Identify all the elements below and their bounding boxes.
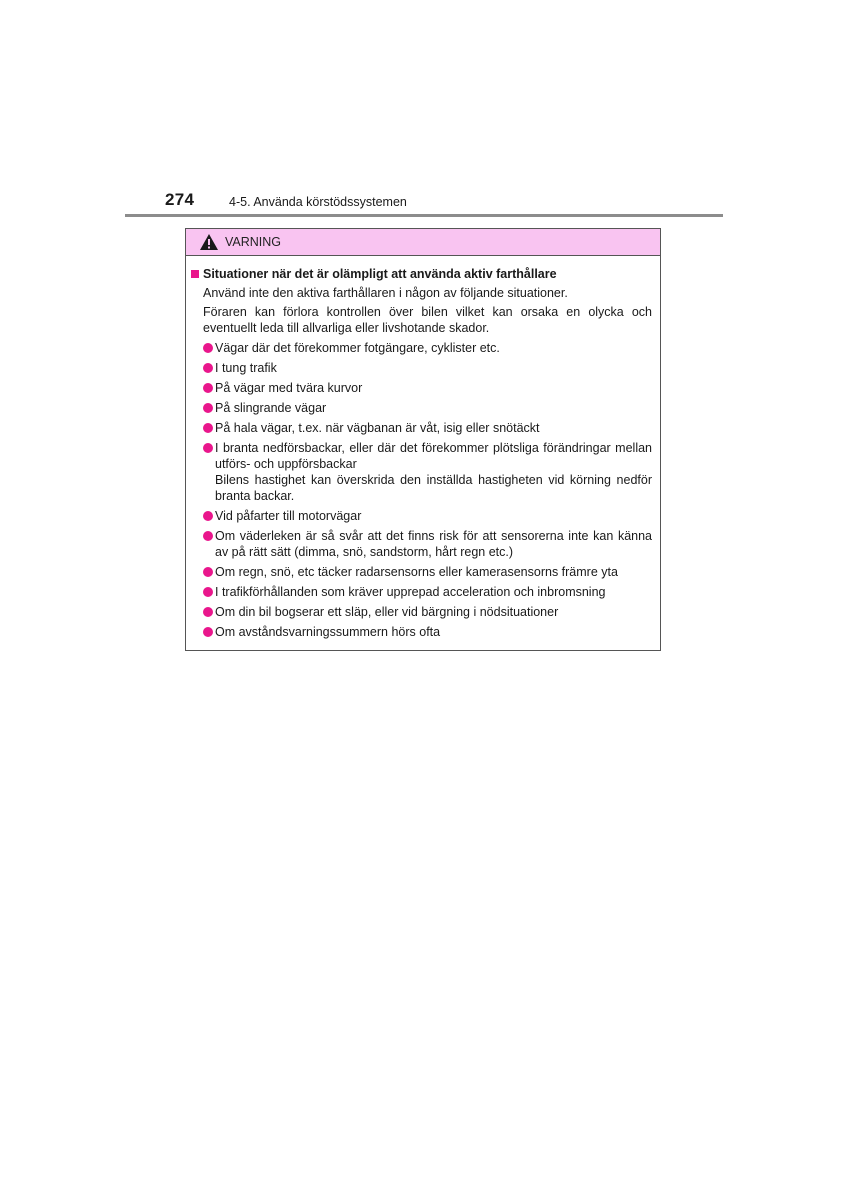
bullet-dot-icon [203,567,213,577]
warning-label: VARNING [225,235,282,249]
list-item-text: Om din bil bogserar ett släp, eller vid bärgning i nödsituationer [215,605,559,619]
header-divider [125,214,723,217]
warning-header [186,229,660,256]
bullet-dot-icon [203,607,213,617]
bullet-dot-icon [203,531,213,541]
bullet-dot-icon [203,383,213,393]
page-number: 274 [165,190,195,209]
list-item [203,420,652,436]
list-item [203,508,652,524]
list-item-text [215,440,652,504]
warning-content [186,256,660,640]
consequence-text: Föraren kan förlora kontrollen över bilen vilket kan orsaka en olycka och eventuellt leda till allvarliga eller livshotande skador. [203,305,652,335]
list-item-note: Bilens hastighet kan överskrida den inställda hastigheten vid körning nedför branta backar. [215,473,652,503]
square-bullet-icon [191,270,199,278]
list-item-text: På hala vägar, t.ex. när vägbanan är våt, isig eller snötäckt [215,421,540,435]
bullet-dot-icon [203,587,213,597]
list-item-text: I trafikförhållanden som kräver upprepad acceleration och inbromsning [215,585,606,599]
warning-triangle-icon [199,233,219,251]
list-item-text: I tung trafik [215,361,277,375]
section-title: 4-5. Använda körstödssystemen [229,195,407,209]
list-item-main: I branta nedförsbackar, eller där det förekommer plötsliga förändringar mellan utförs- och uppförsbackar [215,441,652,471]
list-item-text: Om väderleken är så svår att det finns risk för att sensorerna inte kan känna av på rätt sätt (dimma, snö, sandstorm, hårt regn etc.) [215,529,652,559]
warning-subheading [190,266,652,282]
list-item [203,564,652,580]
list-item [203,380,652,396]
list-item [203,340,652,356]
bullet-dot-icon [203,343,213,353]
bullet-dot-icon [203,627,213,637]
list-item-text: Om avståndsvarningssummern hörs ofta [215,625,441,639]
list-item [203,440,652,504]
list-item-text: På vägar med tvära kurvor [215,381,363,395]
bullet-dot-icon [203,363,213,373]
intro-text: Använd inte den aktiva farthållaren i någon av följande situationer. [203,286,568,300]
bullet-dot-icon [203,423,213,433]
list-item [203,584,652,600]
warning-box [185,228,661,651]
bullet-dot-icon [203,403,213,413]
list-item [203,400,652,416]
list-item-text: Vägar där det förekommer fotgängare, cyklister etc. [215,341,500,355]
subheading-text: Situationer när det är olämpligt att använda aktiv farthållare [203,267,557,281]
list-item [203,624,652,640]
list-item [203,604,652,620]
list-item-text: På slingrande vägar [215,401,327,415]
list-item-text: Om regn, snö, etc täcker radarsensorns eller kamerasensorns främre yta [215,565,618,579]
list-item-text: Vid påfarter till motorvägar [215,509,362,523]
list-item [203,528,652,560]
bullet-dot-icon [203,443,213,453]
list-item [203,360,652,376]
bullet-dot-icon [203,511,213,521]
situation-list [190,340,652,640]
